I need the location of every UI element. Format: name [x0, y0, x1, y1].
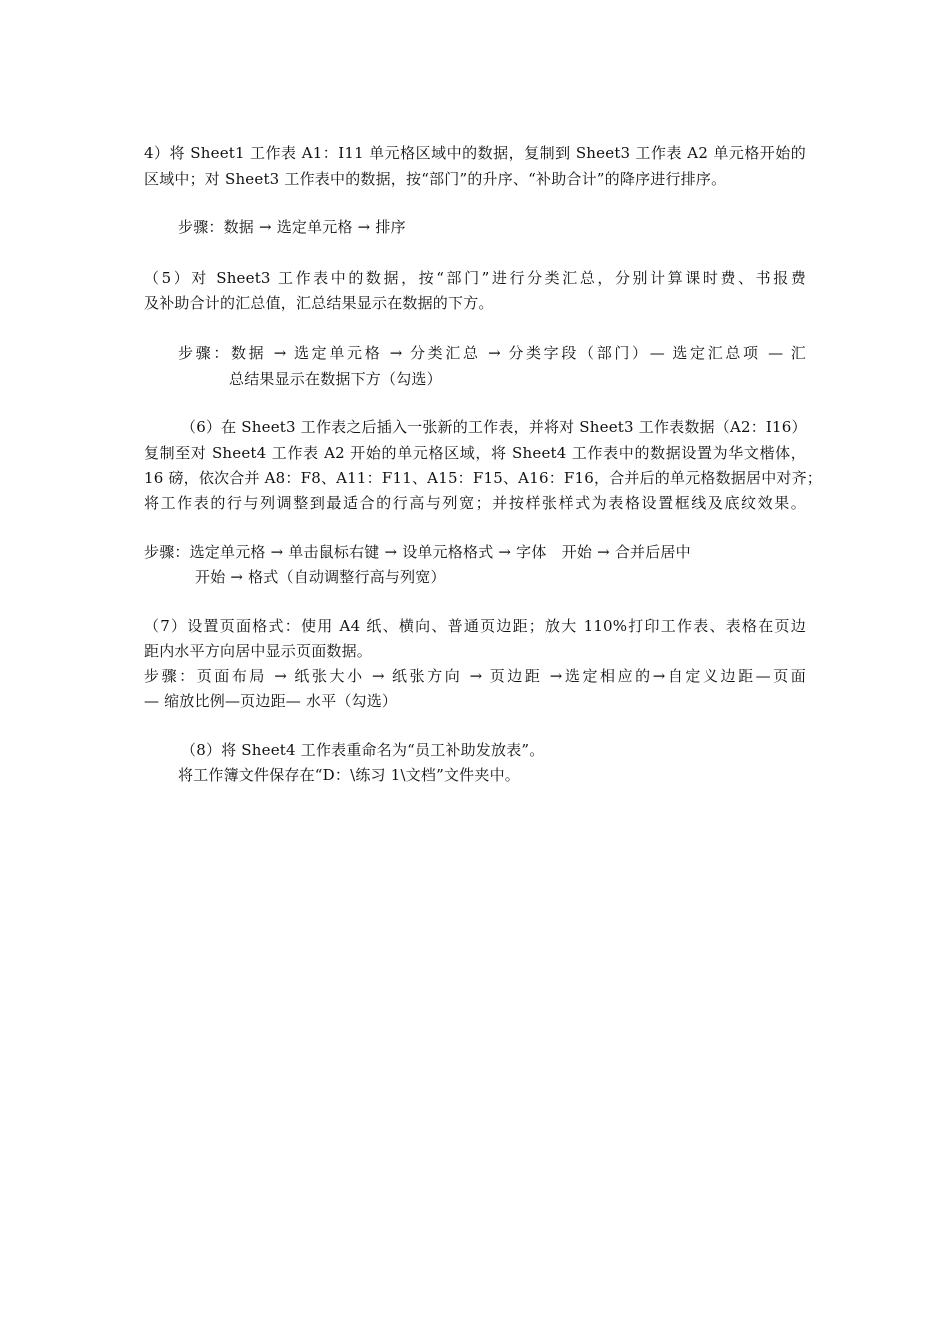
item6-line3: 16 磅，依次合并 A8：F8、A11：F11、A15：F15、A16：F16，合并后的单元格数据居中对齐；: [144, 469, 822, 487]
item7-line1: （7）设置页面格式：使用 A4 纸、横向、普通页边距；放大 110%打印工作表、表格在页边: [144, 617, 806, 635]
item8-line2: 将工作簿文件保存在“D：\练习 1\文档”文件夹中。: [178, 766, 520, 784]
item5-steps-line1: 步骤：数据 → 选定单元格 → 分类汇总 → 分类字段（部门）— 选定汇总项 — 汇: [178, 344, 806, 362]
item5-line2: 及补助合计的汇总值，汇总结果显示在数据的下方。: [144, 294, 494, 312]
item7-line2: 距内水平方向居中显示页面数据。: [144, 642, 373, 660]
item6-steps-line1: 步骤：选定单元格 → 单击鼠标右键 → 设单元格格式 → 字体 开始 → 合并后居中: [144, 543, 691, 561]
item5-steps-line2: 总结果显示在数据下方（勾选）: [229, 370, 442, 388]
item7-steps-line1: 步骤：页面布局 → 纸张大小 → 纸张方向 → 页边距 →选定相应的→自定义边距—页面: [144, 667, 806, 685]
item4-line2: 区域中；对 Sheet3 工作表中的数据，按“部门”的升序、“补助合计”的降序进行排序。: [144, 170, 727, 188]
item6-line2: 复制至对 Sheet4 工作表 A2 开始的单元格区域，将 Sheet4 工作表中的数据设置为华文楷体，: [144, 444, 806, 462]
item4-steps: 步骤：数据 → 选定单元格 → 排序: [178, 218, 406, 236]
item8-line1: （8）将 Sheet4 工作表重命名为“员工补助发放表”。: [181, 741, 545, 759]
item7-steps-line2: — 缩放比例—页边距— 水平（勾选）: [144, 692, 398, 710]
item6-line1: （6）在 Sheet3 工作表之后插入一张新的工作表，并将对 Sheet3 工作表数据（A2：I16）: [181, 418, 807, 436]
item6-steps-line2: 开始 → 格式（自动调整行高与列宽）: [195, 568, 446, 586]
item4-line1: 4）将 Sheet1 工作表 A1：I11 单元格区域中的数据，复制到 Sheet3 工作表 A2 单元格开始的: [144, 144, 806, 162]
item6-line4: 将工作表的行与列调整到最适合的行高与列宽；并按样张样式为表格设置框线及底纹效果。: [144, 494, 806, 512]
item5-line1: （5）对 Sheet3 工作表中的数据，按“部门”进行分类汇总，分别计算课时费、书报费: [144, 269, 806, 287]
